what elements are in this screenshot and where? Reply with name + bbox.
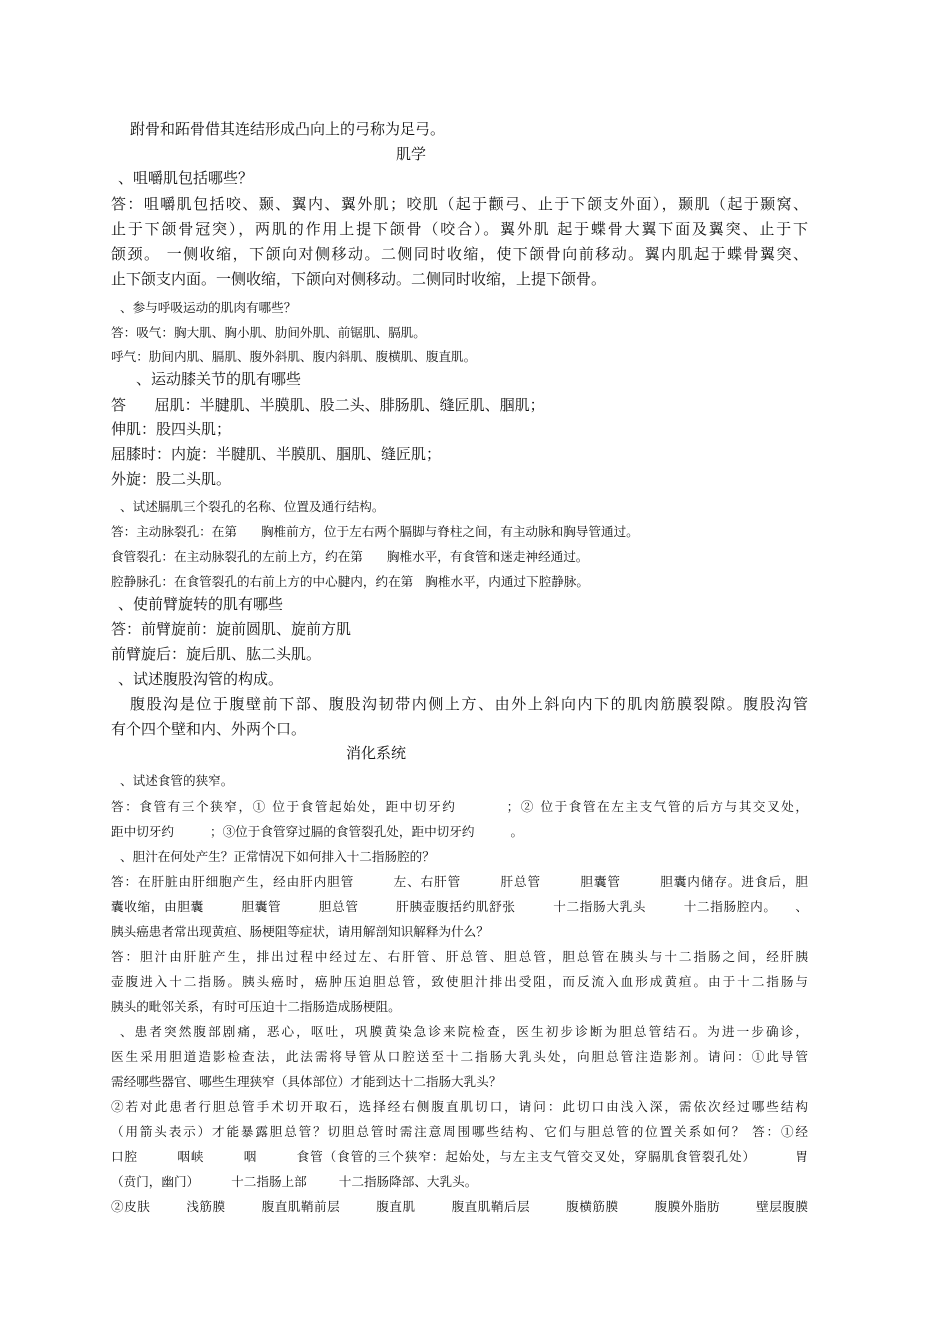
section-heading-digestive: 消化系统 [346,744,407,762]
text-line: 答：主动脉裂孔：在第 胸椎前方，位于左右两个膈脚与脊柱之间，有主动脉和胸导管通过。 [111,524,639,539]
question-heading: 、运动膝关节的肌有哪些 [136,370,302,388]
text-line: 止于下颌骨冠突），两肌的作用上提下颌骨（咬合）。翼外肌 起于蝶骨大翼下面及翼突、止于下 [111,220,808,238]
question-heading: 、使前臂旋转的肌有哪些 [118,595,284,613]
text-line: （贲门，幽门） 十二指肠上部 十二指肠降部、大乳头。 [111,1174,478,1189]
question-heading: 、试述腹股沟管的构成。 [118,670,284,688]
text-line: 壶腹进入十二指肠。胰头癌时，癌肿压迫胆总管，致使胆汁排出受阻，而反流入血形成黄疸。由于十二指肠与 [111,974,808,989]
text-line: 呼气：肋间内肌、膈肌、腹外斜肌、腹内斜肌、腹横肌、腹直肌。 [111,349,477,364]
question-heading: 、试述膈肌三个裂孔的名称、位置及通行结构。 [120,499,385,514]
text-line: 口腔 咽峡 咽 食管（食管的三个狭窄：起始处，与左主支气管交叉处，穿膈肌食管裂孔处） 胃 [111,1149,808,1164]
question-heading: 胰头癌患者常出现黄疸、肠梗阻等症状，请用解剖知识解释为什么？ [111,924,489,939]
text-line: 止下颌支内面。一侧收缩，下颌向对侧移动。二侧同时收缩，上提下颌骨。 [111,270,607,288]
text-line: ②皮肤 浅筋膜 腹直肌鞘前层 腹直肌 腹直肌鞘后层 腹横筋膜 腹膜外脂肪 壁层腹膜 [111,1199,808,1214]
text-line: 外旋：股二头肌。 [111,470,232,488]
section-heading-muscles: 肌学 [396,145,427,163]
text-line: 伸肌：股四头肌； [111,420,232,438]
question-heading: 、试述食管的狭窄。 [120,773,234,788]
text-line: 腹股沟是位于腹壁前下部、腹股沟韧带内侧上方、由外上斜向内下的肌肉筋膜裂隙。腹股沟管 [130,695,808,713]
text-line: 距中切牙约 ；③位于食管穿过膈的食管裂孔处，距中切牙约 。 [111,824,524,839]
text-line: 答：胆汁由肝脏产生，排出过程中经过左、右肝管、肝总管、胆总管，胆总管在胰头与十二指肠之间，经肝胰 [111,949,808,964]
text-line: 腔静脉孔：在食管裂孔的右前上方的中心腱内，约在第 胸椎水平，内通过下腔静脉。 [111,574,589,589]
text-line: 答：吸气：胸大肌、胸小肌、肋间外肌、前锯肌、膈肌。 [111,325,426,340]
text-line: 答 屈肌：半腱肌、半膜肌、股二头、腓肠肌、缝匠肌、腘肌； [111,396,545,414]
text-line: 答：咀嚼肌包括咬、颞、翼内、翼外肌；咬肌（起于颧弓、止于下颌支外面），颞肌（起于颞窝、 [111,195,808,213]
question-heading: 、胆汁在何处产生？正常情况下如何排入十二指肠腔的？ [120,849,435,864]
text-line: 颌颈。 一侧收缩，下颌向对侧移动。二侧同时收缩，使下颌骨向前移动。翼内肌起于蝶骨翼突、 [111,245,808,263]
text-line: 有个四个壁和内、外两个口。 [111,720,307,738]
text-line: 屈膝时：内旋：半腱肌、半膜肌、腘肌、缝匠肌； [111,445,442,463]
text-line: 跗骨和跖骨借其连结形成凸向上的弓称为足弓。 [130,120,446,138]
text-line: 医生采用胆道造影检查法，此法需将导管从口腔送至十二指肠大乳头处，向胆总管注造影剂。请问：①此导管 [111,1049,808,1064]
text-line: 答：在肝脏由肝细胞产生，经由肝内胆管 左、右肝管 肝总管 胆囊管 胆囊内储存。进食后，胆 [111,874,808,889]
text-line: 囊收缩，由胆囊 胆囊管 胆总管 肝胰壶腹括约肌舒张 十二指肠大乳头 十二指肠腔内。 、 [111,899,808,914]
text-line: 胰头的毗邻关系，有时可压迫十二指肠造成肠梗阻。 [111,999,401,1014]
text-line: 前臂旋后：旋后肌、肱二头肌。 [111,645,322,663]
question-heading: 、参与呼吸运动的肌肉有哪些？ [120,300,297,315]
question-heading: 、患者突然腹部剧痛，恶心，呕吐，巩膜黄染急诊来院检查，医生初步诊断为胆总管结石。为进一步确诊， [120,1024,808,1039]
text-line: 答：前臂旋前：旋前圆肌、旋前方肌 [111,620,352,638]
text-line: 食管裂孔：在主动脉裂孔的左前上方，约在第 胸椎水平，有食管和迷走神经通过。 [111,549,589,564]
question-heading: 、咀嚼肌包括哪些？ [118,169,254,187]
text-line: 答：食管有三个狭窄，① 位于食管起始处，距中切牙约 ；② 位于食管在左主支气管的后方与其交叉处， [111,799,808,814]
text-line: （用箭头表示）才能暴露胆总管？切胆总管时需注意周围哪些结构、它们与胆总管的位置关系如何？ 答：①经 [111,1124,808,1139]
text-line: 需经哪些器官、哪些生理狭窄（具体部位）才能到达十二指肠大乳头？ [111,1074,502,1089]
text-line: ②若对此患者行胆总管手术切开取石，选择经右侧腹直肌切口，请问：此切口由浅入深，需依次经过哪些结构 [111,1099,808,1114]
